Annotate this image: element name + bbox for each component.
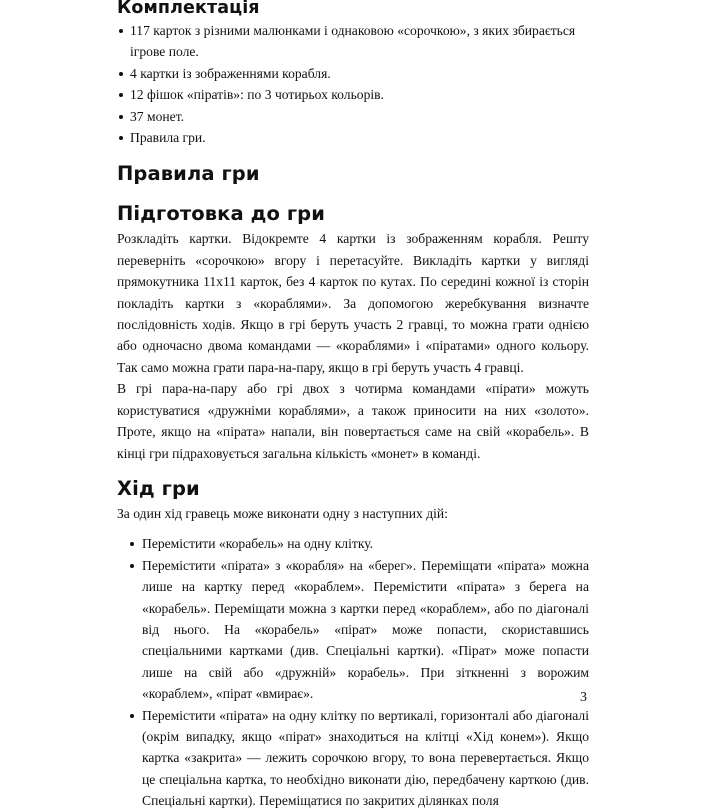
list-item: 37 монет.	[117, 106, 589, 127]
turn-heading: Хід гри	[117, 476, 200, 500]
contents-list	[117, 20, 589, 148]
setup-section	[117, 200, 589, 463]
list-item: Перемістити «корабель» на одну клітку.	[117, 533, 589, 554]
list-item: 12 фішок «піратів»: по 3 чотирьох кольорів.	[117, 84, 589, 105]
list-item: Правила гри.	[117, 127, 589, 148]
turn-intro: За один хід гравець може виконати одну з наступних дій:	[117, 505, 448, 521]
rules-heading: Правила гри	[117, 162, 260, 186]
contents-section	[117, 0, 589, 148]
page-number: 3	[580, 690, 587, 705]
list-item: Перемістити «пірата» на одну клітку по вертикалі, горизонталі або діагоналі (окрім випадку, якщо «пірат» знаходиться на клітці «Хід конем»). Якщо картка «закрита» — лежить сорочкою вгору, то вона перевертається. Якщо це спеціальна картка, то необхідно виконати дію, передбачену карткою (див. Спеціальні картки). Переміщатися по закритих ділянках поля	[117, 705, 589, 812]
list-item: 4 картки із зображеннями корабля.	[117, 63, 589, 84]
contents-heading: Комплектація	[117, 0, 260, 18]
turn-section	[117, 475, 589, 812]
setup-heading: Підготовка до гри	[117, 202, 326, 226]
setup-paragraph: Розкладіть картки. Відокремте 4 картки із зображенням корабля. Решту переверніть «сорочкою» вгору і перетасуйте. Викладіть картки у вигляді прямокутника 11х11 карток, без 4 карток по кутах. По середині кожної із сторін покладіть картки з «кораблями». За допомогою жеребкування визначте послідовність ходів. Якщо в грі беруть участь 2 гравці, то можна грати однією або одночасно двома командами — «кораблями» і «піратами» одного кольору. Так само можна грати пара-на-пару, якщо в грі беруть участь 4 гравці.	[117, 231, 589, 375]
list-item: 117 карток з різними малюнками і однаковою «сорочкою», з яких збирається ігрове поле.	[117, 20, 589, 63]
list-item: Перемістити «пірата» з «корабля» на «берег». Переміщати «пірата» можна лише на картку перед «кораблем». Перемістити «пірата» з берега на «корабель». Переміщати можна з картки перед «кораблем», або по діагоналі від нього. На «корабель» «пірат» може попасти, скориставшись спеціальними картками (див. Спеціальні картки). «Пірат» може попасти лише на свій або «дружній» корабель». При зіткненні з ворожим «кораблем», «пірат «вмирає».	[117, 555, 589, 705]
document-page	[117, 0, 589, 812]
moves-list	[117, 533, 589, 811]
setup-paragraph: В грі пара-на-пару або грі двох з чотирма командами «пірати» можуть користуватися «дружніми кораблями», а також приносити на них «золото». Проте, якщо на «пірата» напали, він повертається саме на свій «корабель». В кінці гри підраховується загальна кількість «монет» в команді.	[117, 381, 589, 461]
